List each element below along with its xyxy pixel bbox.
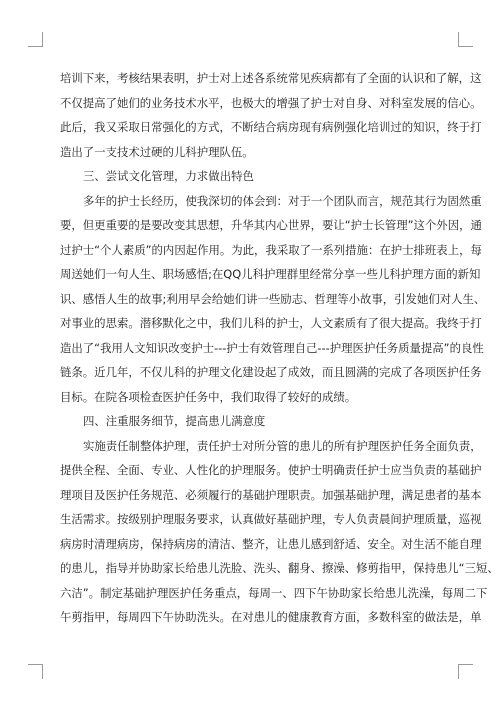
text-line: 六洁”。制定基础护理医护任务重点，每周一、四下午协助家长给患儿洗澡，每周二下 [60, 585, 488, 600]
text-line: 提供全程、全面、专业、人性化的护理服务。使护士明确责任护士应当负责的基础护 [60, 463, 482, 477]
text-line: 此后，我又采取日常强化的方式，不断结合病房现有病例强化培训过的知识，终于打 [60, 120, 482, 134]
text-line: 周送她们一句人生、职场感悟;在QQ儿科护理群里经常分享一些儿科护理方面的新知 [60, 267, 481, 281]
text-line: 造出了一支技术过硬的儿科护理队伍。 [60, 144, 254, 159]
section-heading: 三、尝试文化管理，力求做出特色 [83, 169, 254, 183]
crop-mark-top-left [28, 32, 43, 47]
text-line: 目标。在院各项检查医护任务中，我们取得了较好的成绩。 [60, 389, 357, 404]
document-body [60, 66, 499, 630]
text-line: 多年的护士长经历，使我深切的体会到：对于一个团队而言，规范其行为固然重 [83, 193, 482, 208]
text-line: 识、感悟人生的故事;利用早会给她们讲一些励志、哲理等小故事，引发她们对人生、 [60, 291, 486, 306]
text-line: 午剪指甲，每周四下午协助洗头。在对患儿的健康教育方面，多数科室的做法是，单 [60, 610, 482, 624]
crop-mark-bottom-left [28, 664, 43, 679]
text-line: 造出了“我用人文知识改变护士---护士有效管理自己---护理医护任务质量提高”的良性 [60, 340, 484, 355]
text-line: 病房时清理病房，保持病房的清洁、整齐，让患儿感到舒适、安全。对生活不能自理 [60, 536, 482, 551]
crop-mark-top-right [458, 32, 473, 47]
text-line: 培训下来，考核结果表明，护士对上述各系统常见疾病都有了全面的认识和了解，这 [60, 71, 482, 85]
text-line: 的患儿，指导并协助家长给患儿洗脸、洗头、翻身、擦澡、修剪指甲，保持患儿“三短、 [60, 561, 499, 575]
section-heading: 四、注重服务细节，提高患儿满意度 [83, 414, 266, 428]
text-line: 理项目及医护任务规范、必须履行的基础护理职责。加强基础护理，满足患者的基本 [60, 487, 482, 502]
text-line: 链条。近几年，不仅儿科的护理文化建设起了成效，而且圆满的完成了各项医护任务 [60, 365, 482, 379]
text-line: 要，但更重要的是要改变其思想，升华其内心世界，要让“护士长管理”这个外因，通 [60, 218, 482, 232]
text-line: 对事业的思索。潜移默化之中，我们儿科的护士，人文素质有了很大提高。我终于打 [60, 316, 482, 330]
text-line: 过护士“个人素质”的内因起作用。为此，我采取了一系列措施：在护士排班表上，每 [60, 242, 482, 257]
text-line: 生活需求。按级别护理服务要求，认真做好基础护理，专人负责晨间护理质量，巡视 [60, 512, 482, 526]
text-line: 不仅提高了她们的业务技术水平，也极大的增强了护士对自身、对科室发展的信心。 [60, 95, 482, 110]
crop-mark-bottom-right [458, 664, 473, 679]
text-line: 实施责任制整体护理，责任护士对所分管的患儿的所有护理医护任务全面负责， [83, 438, 482, 453]
